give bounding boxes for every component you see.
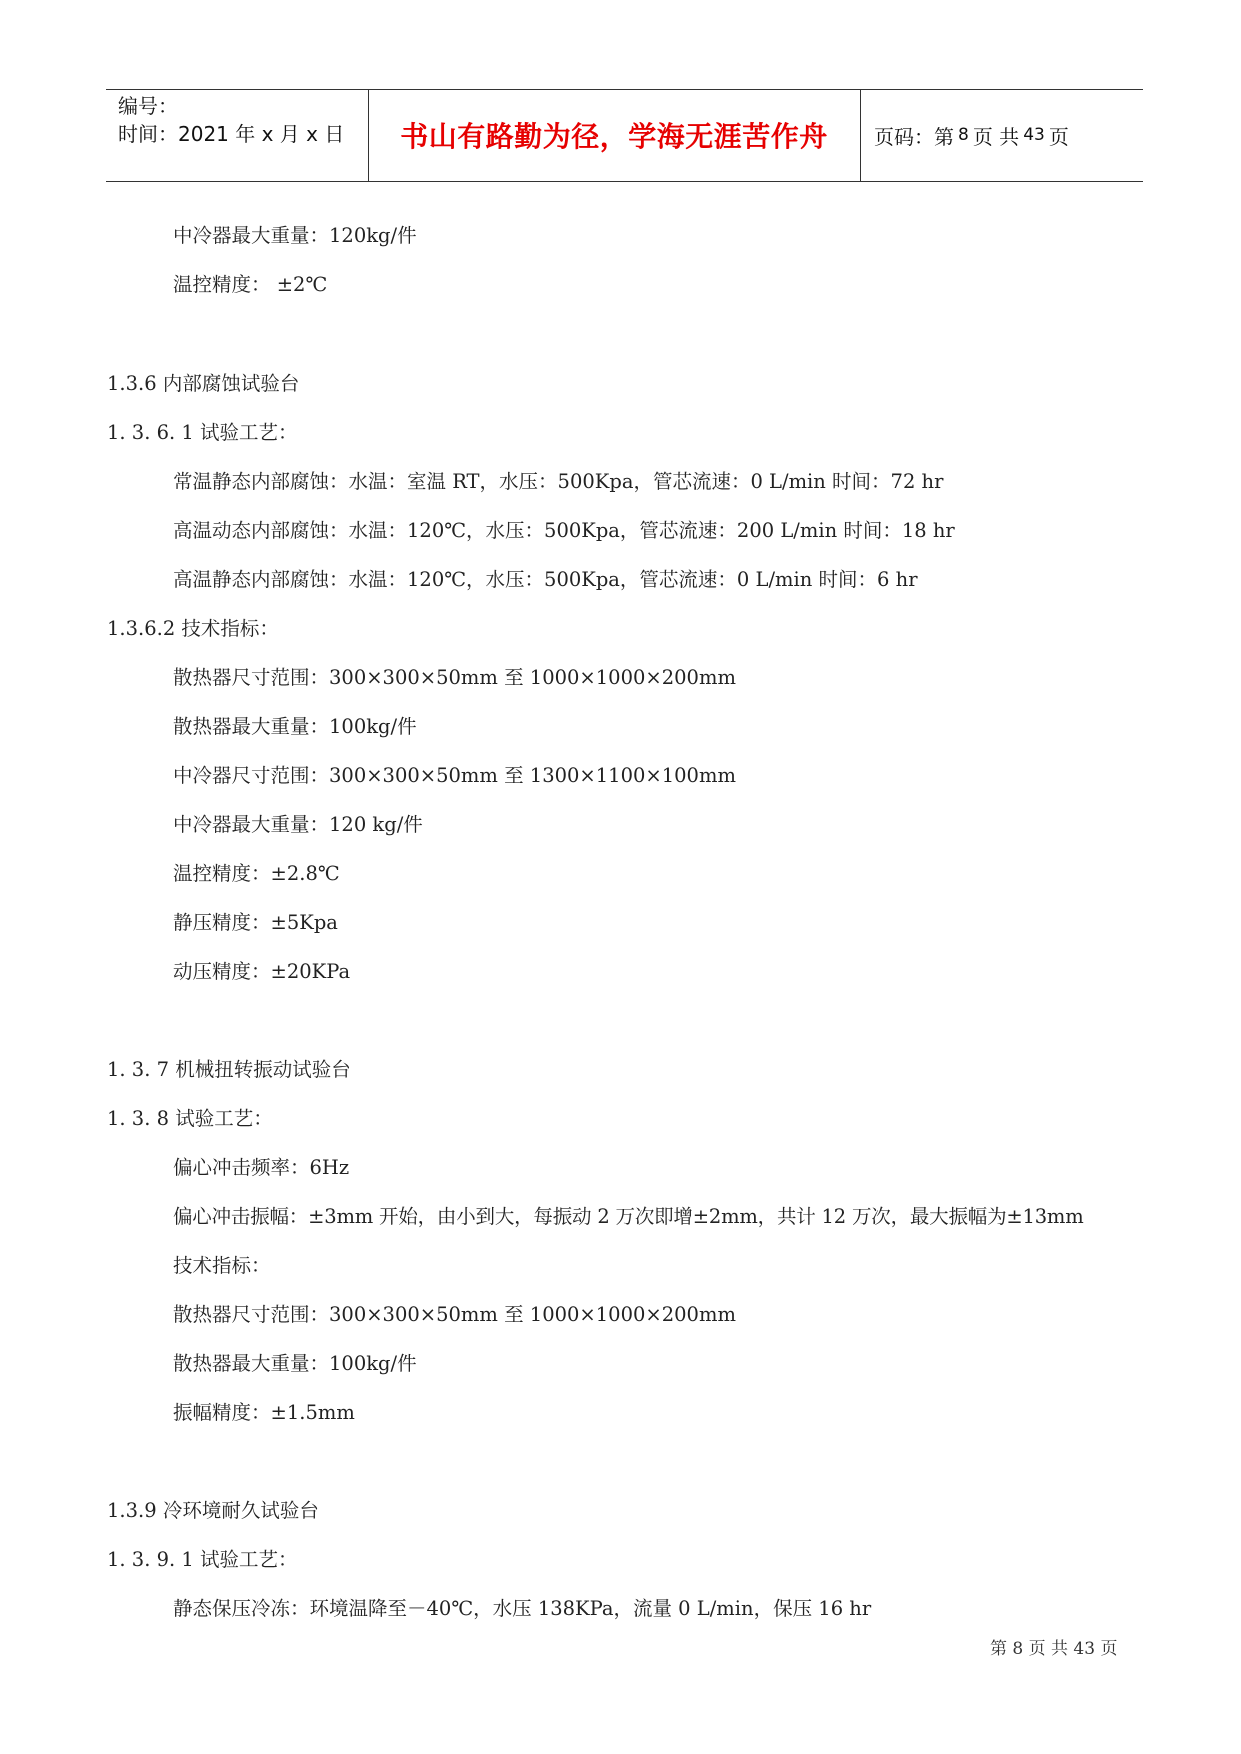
subsection-heading: 1.3.6.2 技术指标：	[107, 617, 279, 640]
page-prefix: 页码：第	[874, 124, 954, 149]
body-line: 高温静态内部腐蚀：水温：120℃，水压：500Kpa，管芯流速：0 L/min 时间：6 hr	[173, 568, 918, 591]
body-line: 中冷器最大重量：120kg/件	[173, 224, 417, 247]
page-header	[106, 89, 1143, 182]
section-heading: 1. 3. 7 机械扭转振动试验台	[107, 1058, 351, 1081]
subsection-heading: 1. 3. 6. 1 试验工艺：	[107, 421, 298, 444]
body-line: 常温静态内部腐蚀：水温：室温 RT，水压：500Kpa，管芯流速：0 L/min 时间：72 hr	[173, 470, 944, 493]
header-motto: 书山有路勤为径，学海无涯苦作舟	[400, 120, 828, 153]
page-total: 43	[1023, 125, 1045, 145]
header-divider	[860, 90, 861, 181]
body-line: 中冷器最大重量：120 kg/件	[173, 813, 423, 836]
page-number: 8	[958, 125, 969, 145]
header-page-info	[874, 90, 1069, 180]
body-line: 散热器尺寸范围：300×300×50mm 至 1000×1000×200mm	[173, 666, 736, 689]
body-line: 动压精度：±20KPa	[173, 960, 351, 983]
section-heading: 1.3.6 内部腐蚀试验台	[107, 372, 300, 395]
section-heading: 1.3.9 冷环境耐久试验台	[107, 1499, 319, 1522]
body-line: 散热器尺寸范围：300×300×50mm 至 1000×1000×200mm	[173, 1303, 736, 1326]
body-line: 静态保压冷冻：环境温降至－40℃，水压 138KPa，流量 0 L/min，保压 16 hr	[173, 1597, 872, 1620]
body-line: 高温动态内部腐蚀：水温：120℃，水压：500Kpa，管芯流速：200 L/min 时间：18 hr	[173, 519, 955, 542]
body-line: 散热器最大重量：100kg/件	[173, 715, 417, 738]
body-line: 偏心冲击振幅：±3mm 开始，由小到大，每振动 2 万次即增±2mm，共计 12 万次，最大振幅为±13mm	[173, 1205, 1084, 1228]
subsection-heading: 1. 3. 9. 1 试验工艺：	[107, 1548, 298, 1571]
page-footer: 第 8 页 共 43 页	[990, 1639, 1118, 1659]
body-line: 散热器最大重量：100kg/件	[173, 1352, 417, 1375]
body-line: 偏心冲击频率：6Hz	[173, 1156, 350, 1179]
body-line: 温控精度： ±2℃	[173, 273, 328, 296]
body-line: 静压精度：±5Kpa	[173, 911, 338, 934]
serial-number-label: 编号：	[118, 94, 178, 118]
date-label: 时间：2021 年 x 月 x 日	[118, 122, 345, 146]
body-line: 中冷器尺寸范围：300×300×50mm 至 1300×1100×100mm	[173, 764, 736, 787]
body-line: 温控精度：±2.8℃	[173, 862, 340, 885]
page-middle: 页 共	[972, 124, 1020, 149]
header-meta	[118, 92, 344, 148]
subsection-heading: 1. 3. 8 试验工艺：	[107, 1107, 273, 1130]
body-line: 技术指标：	[173, 1254, 271, 1277]
body-line: 振幅精度：±1.5mm	[173, 1401, 355, 1424]
page-suffix: 页	[1048, 124, 1069, 149]
